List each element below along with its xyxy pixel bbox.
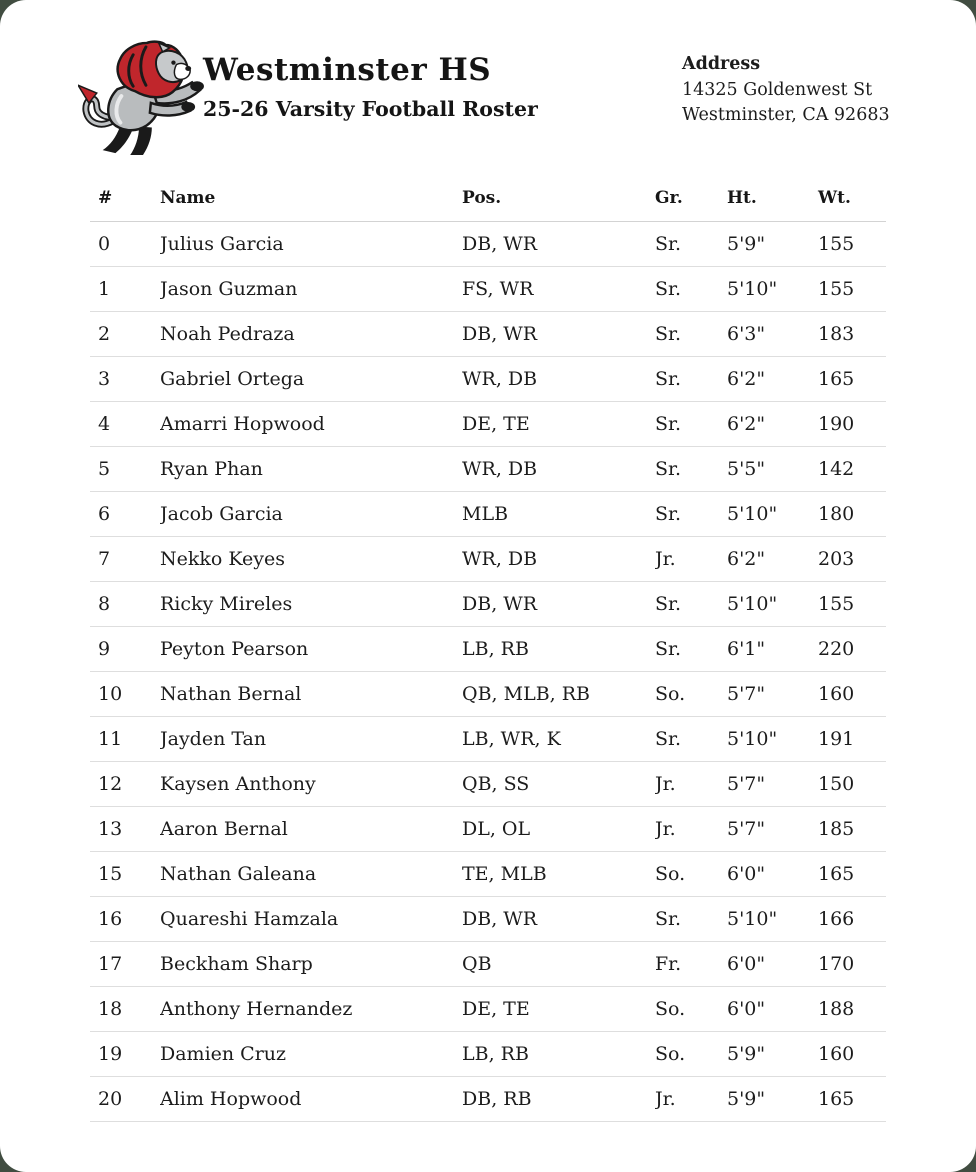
roster-row [90,492,886,537]
cell-number: 11 [90,717,160,762]
roster-row [90,447,886,492]
cell-grade: So. [655,852,727,897]
cell-pos: QB, SS [462,762,655,807]
column-header-pos: Pos. [462,186,655,222]
cell-height: 5'10" [727,717,818,762]
cell-pos: LB, RB [462,1032,655,1077]
school-name: Westminster HS [203,52,492,88]
cell-name: Peyton Pearson [160,627,462,672]
cell-number: 17 [90,942,160,987]
address-line1: 14325 Goldenwest St [682,79,873,100]
cell-height: 5'10" [727,492,818,537]
cell-height: 5'7" [727,807,818,852]
cell-number: 10 [90,672,160,717]
cell-pos: TE, MLB [462,852,655,897]
cell-grade: Sr. [655,717,727,762]
cell-number: 8 [90,582,160,627]
column-header-height: Ht. [727,186,818,222]
cell-name: Nathan Galeana [160,852,462,897]
roster-body [90,222,886,1122]
cell-grade: Sr. [655,447,727,492]
cell-name: Gabriel Ortega [160,357,462,402]
cell-number: 7 [90,537,160,582]
cell-height: 5'10" [727,897,818,942]
cell-height: 5'9" [727,222,818,267]
cell-height: 5'9" [727,1077,818,1122]
cell-grade: Sr. [655,222,727,267]
cell-height: 6'0" [727,987,818,1032]
cell-number: 16 [90,897,160,942]
cell-weight: 142 [818,447,886,492]
cell-number: 4 [90,402,160,447]
cell-grade: Sr. [655,357,727,402]
cell-weight: 160 [818,1032,886,1077]
title-block [203,52,538,121]
cell-weight: 170 [818,942,886,987]
roster-row [90,1032,886,1077]
cell-weight: 155 [818,582,886,627]
cell-grade: Jr. [655,807,727,852]
cell-number: 19 [90,1032,160,1077]
cell-weight: 188 [818,987,886,1032]
cell-number: 18 [90,987,160,1032]
cell-pos: DE, TE [462,402,655,447]
lion-snout [174,63,190,79]
column-header-number: # [90,186,160,222]
lion-mascot-logo [78,40,206,158]
cell-weight: 165 [818,1077,886,1122]
roster-row [90,987,886,1032]
cell-pos: DL, OL [462,807,655,852]
cell-number: 13 [90,807,160,852]
roster-title: 25-26 Varsity Football Roster [203,97,538,121]
cell-weight: 165 [818,852,886,897]
cell-name: Alim Hopwood [160,1077,462,1122]
roster-row [90,537,886,582]
roster-row [90,627,886,672]
cell-number: 2 [90,312,160,357]
cell-name: Nekko Keyes [160,537,462,582]
cell-number: 3 [90,357,160,402]
cell-weight: 183 [818,312,886,357]
roster-row [90,402,886,447]
cell-name: Anthony Hernandez [160,987,462,1032]
cell-height: 5'7" [727,672,818,717]
cell-pos: WR, DB [462,357,655,402]
cell-number: 6 [90,492,160,537]
cell-weight: 155 [818,267,886,312]
cell-height: 6'0" [727,852,818,897]
cell-pos: DB, WR [462,582,655,627]
roster-row [90,1077,886,1122]
cell-grade: Sr. [655,582,727,627]
cell-grade: Fr. [655,942,727,987]
cell-grade: Sr. [655,627,727,672]
cell-weight: 190 [818,402,886,447]
cell-name: Beckham Sharp [160,942,462,987]
cell-grade: Sr. [655,402,727,447]
cell-height: 5'10" [727,267,818,312]
roster-row [90,762,886,807]
column-header-weight: Wt. [818,186,886,222]
roster-row [90,807,886,852]
cell-number: 0 [90,222,160,267]
roster-row [90,222,886,267]
cell-grade: Jr. [655,537,727,582]
lion-nose [185,66,191,71]
cell-height: 6'0" [727,942,818,987]
cell-name: Kaysen Anthony [160,762,462,807]
cell-name: Aaron Bernal [160,807,462,852]
cell-height: 6'2" [727,537,818,582]
cell-grade: Sr. [655,312,727,357]
roster-row [90,672,886,717]
cell-name: Quareshi Hamzala [160,897,462,942]
cell-weight: 203 [818,537,886,582]
cell-weight: 150 [818,762,886,807]
roster-row [90,852,886,897]
cell-height: 5'10" [727,582,818,627]
lion-paw-1 [190,81,204,91]
cell-height: 6'2" [727,357,818,402]
cell-number: 1 [90,267,160,312]
lion-eye [171,60,175,64]
cell-grade: So. [655,987,727,1032]
cell-pos: DE, TE [462,987,655,1032]
cell-name: Nathan Bernal [160,672,462,717]
cell-height: 6'3" [727,312,818,357]
roster-row [90,582,886,627]
roster-row [90,312,886,357]
cell-grade: Jr. [655,1077,727,1122]
cell-pos: LB, WR, K [462,717,655,762]
cell-height: 6'2" [727,402,818,447]
lion-paw-2 [181,102,195,112]
cell-grade: Sr. [655,897,727,942]
cell-pos: DB, WR [462,222,655,267]
cell-pos: WR, DB [462,537,655,582]
cell-grade: Sr. [655,267,727,312]
cell-pos: QB [462,942,655,987]
cell-weight: 166 [818,897,886,942]
cell-weight: 155 [818,222,886,267]
cell-pos: QB, MLB, RB [462,672,655,717]
cell-name: Jason Guzman [160,267,462,312]
cell-name: Jayden Tan [160,717,462,762]
column-header-grade: Gr. [655,186,727,222]
cell-name: Ricky Mireles [160,582,462,627]
address-block [682,52,890,129]
roster-header-row [90,186,886,222]
cell-height: 5'5" [727,447,818,492]
cell-number: 20 [90,1077,160,1122]
cell-grade: So. [655,672,727,717]
roster-row [90,942,886,987]
column-header-name: Name [160,186,462,222]
cell-pos: DB, WR [462,312,655,357]
cell-name: Damien Cruz [160,1032,462,1077]
cell-weight: 185 [818,807,886,852]
roster-table [90,186,886,1122]
cell-number: 15 [90,852,160,897]
cell-number: 12 [90,762,160,807]
cell-grade: Jr. [655,762,727,807]
cell-name: Jacob Garcia [160,492,462,537]
address-label: Address [682,54,761,74]
roster-row [90,897,886,942]
roster-row [90,717,886,762]
cell-number: 5 [90,447,160,492]
cell-height: 5'9" [727,1032,818,1077]
cell-number: 9 [90,627,160,672]
cell-height: 5'7" [727,762,818,807]
cell-grade: So. [655,1032,727,1077]
cell-weight: 160 [818,672,886,717]
cell-pos: LB, RB [462,627,655,672]
cell-pos: WR, DB [462,447,655,492]
cell-weight: 180 [818,492,886,537]
cell-pos: FS, WR [462,267,655,312]
cell-weight: 191 [818,717,886,762]
cell-name: Amarri Hopwood [160,402,462,447]
cell-weight: 220 [818,627,886,672]
cell-pos: DB, RB [462,1077,655,1122]
cell-pos: MLB [462,492,655,537]
cell-grade: Sr. [655,492,727,537]
cell-name: Noah Pedraza [160,312,462,357]
roster-row [90,357,886,402]
address-line2: Westminster, CA 92683 [682,105,890,125]
cell-name: Ryan Phan [160,447,462,492]
cell-pos: DB, WR [462,897,655,942]
roster-row [90,267,886,312]
cell-height: 6'1" [727,627,818,672]
cell-name: Julius Garcia [160,222,462,267]
cell-weight: 165 [818,357,886,402]
